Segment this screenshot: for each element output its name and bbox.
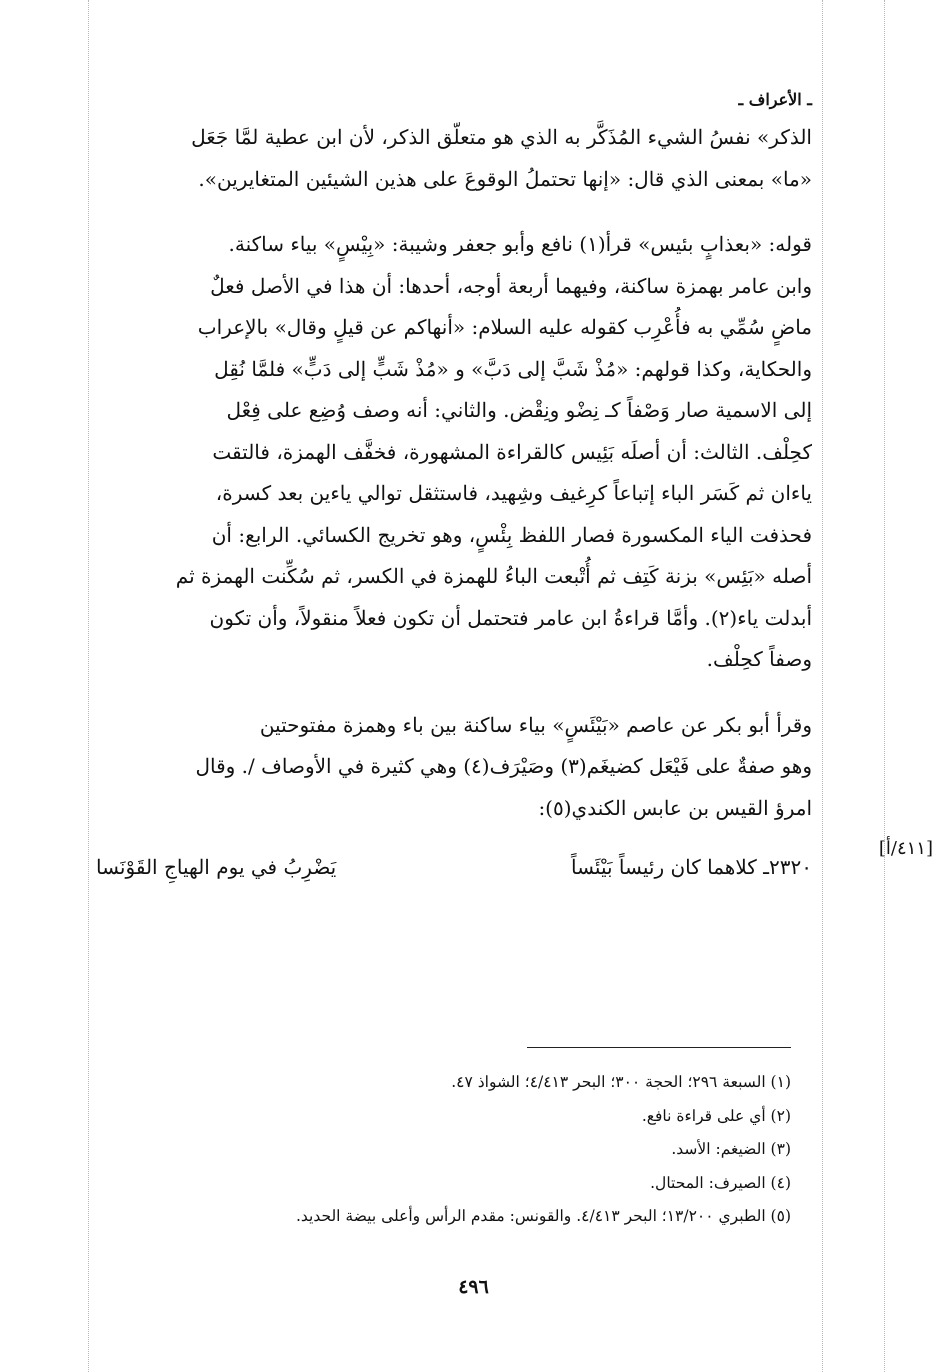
verse-hemistich-2: يَضْرِبُ في يوم الهياجِ القَوْنَسا	[96, 855, 337, 879]
text-line: ماضٍ سُمِّي به فأُعْرِب كقوله عليه السلام: «أنهاكم عن قيلٍ وقال» بالإعراب	[197, 315, 812, 339]
text-line: وابن عامر بهمزة ساكنة، وفيهما أربعة أوجه، أحدها: أن هذا في الأصل فعلٌ	[210, 273, 812, 298]
text-line: قوله: «بعذابٍ بئيس» قرأ(١) نافع وأبو جعفر وشيبة: «بِيْسٍ» بياء ساكنة.	[228, 232, 812, 256]
footnote: (٤) الصيرف: المحتال.	[650, 1173, 791, 1192]
paragraph-1	[96, 117, 812, 200]
text-line: امرؤ القيس بن عابس الكندي(٥):	[538, 795, 812, 820]
margin-guide-outer	[884, 0, 885, 1372]
text-line: وصفاً كحِلْف.	[706, 647, 812, 671]
text-line: ياءان ثم كَسَر الباء إتباعاً كرِغيف وشِهيد، فاستثقل توالي ياءين بعد كسرة،	[215, 481, 812, 505]
text-line: وقرأ أبو بكر عن عاصم «بَيْئَسٍ» بياء ساكنة بين باء وهمزة مفتوحتين	[259, 712, 812, 737]
text-line: أصله «بَئِس» بزنة كَتِف ثم أُتْبعت الباءُ للهمزة في الكسر، ثم سُكِّنت الهمزة ثم	[175, 564, 812, 588]
text-line: وهو صفةٌ على فَيْعَل كضيغَم(٣) وصَيْرَف(٤) وهي كثيرة في الأوصاف /. وقال	[195, 754, 812, 778]
text-line: إلى الاسمية صار وَصْفاً كـ نِضْو ونِقْض. والثاني: أنه وصف وُضِع على فِعْل	[226, 398, 812, 422]
text-line: الذكر» نفسُ الشيء المُذَكَّر به الذي هو متعلّق الذكر، لأن ابن عطية لمَّا جَعَل	[191, 125, 812, 149]
verse-number: ٢٣٢٠ـ	[763, 855, 812, 879]
paragraph-2	[96, 224, 812, 681]
footnote: (٢) أي على قراءة نافع.	[641, 1106, 791, 1125]
footnote: (٥) الطبري ١٣/٢٠٠؛ البحر ٤/٤١٣. والقونس: مقدم الرأس وأعلى بيضة الحديد.	[295, 1207, 791, 1225]
text-line: فحذفت الياء المكسورة فصار اللفظ بِئْسٍ، وهو تخريج الكسائي. الرابع: أن	[211, 522, 812, 547]
running-head: ـ الأعراف ـ	[738, 90, 812, 109]
poetry-verse	[96, 847, 812, 887]
footnote: (٣) الضيغم: الأسد.	[671, 1140, 791, 1158]
page-body	[96, 90, 812, 887]
verse-hemistich-1: كلاهما كان رئيساً بَيْئَساً	[571, 855, 757, 879]
footnotes	[151, 1066, 791, 1234]
verse-first-half	[571, 847, 812, 887]
text-line: «ما» بمعنى الذي قال: «إنها تحتملُ الوقوعَ على هذين الشيئين المتغايرين».	[198, 166, 812, 191]
text-line: أبدلت ياء(٢). وأمَّا قراءةُ ابن عامر فتحتمل أن تكون فعلاً منقولاً، وأن تكون	[209, 605, 812, 630]
paragraph-3	[96, 705, 812, 830]
footnote-separator	[527, 1047, 791, 1048]
text-line: والحكاية، وكذا قولهم: «مُذْ شَبَّ إلى دَبَّ» و «مُذْ شَبٍّ إلى دَبٍّ» فلمَّا نُقِل	[214, 356, 812, 381]
margin-guide-left	[88, 0, 89, 1372]
footnote: (١) السبعة ٢٩٦؛ الحجة ٣٠٠؛ البحر ٤/٤١٣؛ الشواذ ٤٧.	[451, 1073, 791, 1091]
page-number: ٤٩٦	[458, 1276, 489, 1298]
manuscript-folio-marker: [٤١١/أ]	[878, 838, 933, 859]
margin-guide-right	[822, 0, 823, 1372]
text-line: كحِلْف. الثالث: أن أصلَه بَئِيس كالقراءة المشهورة، فخفَّف الهمزة، فالتقت	[212, 439, 812, 464]
